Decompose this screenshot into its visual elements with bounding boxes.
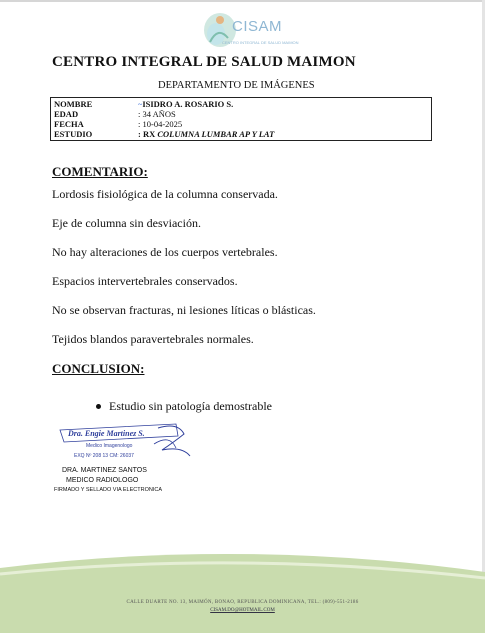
signer-name: DRA. MARTINEZ SANTOS [62, 467, 147, 474]
comment-line: Eje de columna sin desviación. [52, 216, 201, 230]
page-title: CENTRO INTEGRAL DE SALUD MAIMON [52, 54, 356, 70]
signer-block [62, 466, 147, 486]
conclusion-item [96, 399, 272, 414]
comment-line: Tejidos blandos paravertebrales normales. [52, 332, 254, 346]
stamp-name: Dra. Engie Martinez S. [68, 429, 145, 438]
age-row [54, 109, 176, 119]
study-row [54, 129, 274, 139]
age-value: : 34 AÑOS [138, 109, 176, 119]
logo-text: CISAM [232, 18, 283, 35]
name-value: ISIDRO A. ROSARIO S. [142, 99, 234, 109]
electronic-signature-note: FIRMADO Y SELLADO VIA ELECTRONICA [54, 487, 162, 493]
study-prefix: : RX [138, 129, 156, 139]
date-row [54, 119, 182, 129]
bullet-icon [96, 404, 101, 409]
comment-line: No se observan fracturas, ni lesiones líticas o blásticas. [52, 303, 316, 317]
stamp-title: Medico Imagenologo [86, 443, 133, 449]
stamp-exq: EXQ Nº 208 13 CM: 26037 [74, 453, 134, 459]
comment-line: Lordosis fisiológica de la columna conservada. [52, 187, 278, 201]
logo-subtitle: CENTRO INTEGRAL DE SALUD MAIMON [222, 40, 299, 45]
footer-email[interactable]: CISAM.DO@HOTMAIL.COM [210, 608, 275, 613]
page-top-edge [0, 0, 485, 2]
patient-info-box [50, 97, 432, 141]
comment-heading: COMENTARIO: [52, 164, 148, 179]
conclusion-heading: CONCLUSION: [52, 361, 145, 376]
age-label: EDAD [54, 109, 79, 119]
footer-address: CALLE DUARTE NO. 13, MAIMÓN, BONAO, REPUBLICA DOMINICANA, TEL.: (809)-551-2186 [126, 600, 359, 605]
name-label: NOMBRE [54, 99, 93, 109]
spellcheck-mark: ~ [138, 100, 143, 109]
study-label: ESTUDIO [54, 129, 93, 139]
signature-stamp [58, 420, 196, 462]
date-value: : 10-04-2025 [138, 119, 183, 129]
study-value: COLUMNA LUMBAR AP Y LAT [157, 129, 275, 139]
comment-line: Espacios intervertebrales conservados. [52, 274, 238, 288]
footer-wave [0, 548, 485, 633]
date-label: FECHA [54, 119, 84, 129]
comment-line: No hay alteraciones de los cuerpos vertebrales. [52, 245, 278, 259]
signer-role: MEDICO RADIOLOGO [66, 477, 139, 484]
conclusion-item-text: Estudio sin patología demostrable [109, 399, 272, 413]
department-title: DEPARTAMENTO DE IMÁGENES [158, 80, 315, 91]
